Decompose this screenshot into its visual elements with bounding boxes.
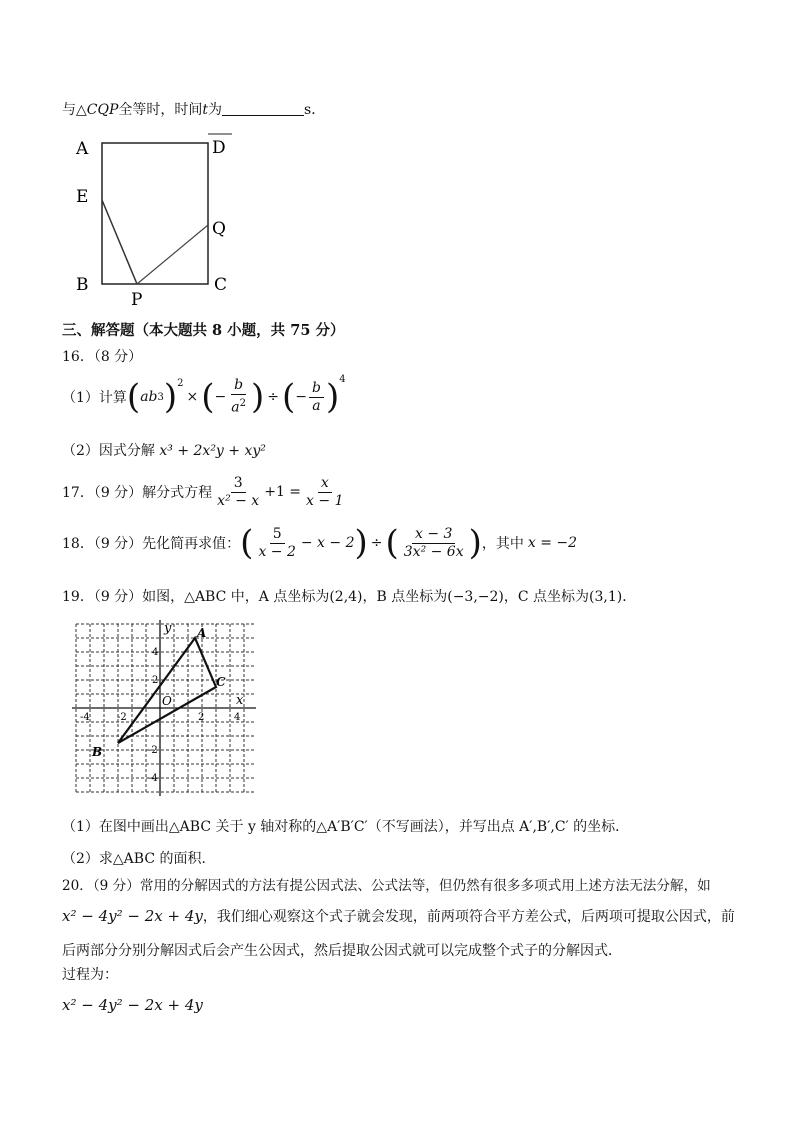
q18-line: 18．（9 分）先化简再求值： ( $\frac{5}{x - 2}$ − x − 2 ) ÷ ( $\frac{x - 3}{\text{3x² − 6x}}$ ) ，其中 x = −2 — [62, 523, 578, 563]
q16-part2: （2）因式分解 x³ + 2x²y + xy² — [62, 443, 266, 459]
label-y: y — [164, 621, 172, 636]
coordinate-grid-figure — [70, 618, 260, 800]
q17-line: 17．（9 分）解分式方程 $\frac{3}{\text{x² − x}}$ +1 = $\frac{x}{x - 1}$ — [62, 474, 344, 509]
tick-y-neg2: -2 — [148, 745, 158, 756]
rectangle-figure — [70, 130, 245, 310]
label-x: x — [236, 693, 244, 708]
label-a: A — [76, 139, 89, 159]
label-d: D — [212, 138, 226, 158]
label-q: Q — [212, 219, 226, 239]
tick-y-neg4: -4 — [148, 773, 158, 784]
rectangle-abcd — [102, 143, 208, 284]
label-c: C — [216, 675, 226, 689]
q15-tail-line: 与△CQP全等时，时间t为 s． — [62, 102, 326, 118]
q16-heading: 16．（8 分） — [62, 349, 143, 365]
label-o: O — [162, 694, 172, 708]
q20-line4: 过程为： — [62, 967, 118, 983]
tick-y-4: 4 — [152, 647, 159, 658]
q19-sub2: （2）求△ABC 的面积． — [62, 851, 216, 867]
q20-line2: x² − 4y² − 2x + 4y，我们细心观察这个式子就会发现，前两项符合平方差公式，后两项可提取公因式，前 — [62, 907, 735, 925]
tick-x-2: 2 — [198, 712, 205, 723]
label-e: E — [76, 187, 89, 207]
tick-x-neg4: -4 — [80, 712, 90, 723]
q20-line3: 后两部分分别分解因式后会产生公因式，然后提取公因式就可以完成整个式子的分解因式． — [62, 943, 622, 959]
segment-pq — [137, 225, 208, 284]
label-a: A — [197, 626, 207, 640]
tick-x-neg2: -2 — [117, 712, 127, 723]
q20-line1: 20．（9 分）常用的分解因式的方法有提公因式法、公式法等，但仍然有很多多项式用上述方法无法分解，如 — [62, 878, 711, 894]
answer-blank[interactable] — [222, 101, 304, 116]
segment-ep — [102, 200, 137, 284]
q16-part1: （1）计算 ( ab 3 ) $^2$ × ( − $\frac{b}{a^2}$ ) ÷ ( − $\frac{b}{a}$ ) $^4$ — [62, 374, 346, 417]
label-b: B — [92, 745, 103, 759]
tick-x-4: 4 — [234, 712, 241, 723]
q19-line: 19．（9 分）如图，△ABC 中，A 点坐标为(2,4)，B 点坐标为(−3,−2)，C 点坐标为(3,1)． — [62, 589, 637, 605]
tick-y-2: 2 — [152, 675, 159, 686]
q20-line5: x² − 4y² − 2x + 4y — [62, 996, 203, 1014]
label-c: C — [214, 275, 228, 295]
q19-sub1: （1）在图中画出△ABC 关于 y 轴对称的△A′B′C′（不写画法），并写出点 A′,B′,C′ 的坐标． — [62, 819, 630, 835]
section-heading: 三、解答题（本大题共 8 小题，共 75 分） — [62, 322, 345, 339]
label-b: B — [76, 275, 89, 295]
label-p: P — [131, 290, 143, 310]
triangle-abc — [118, 638, 216, 743]
